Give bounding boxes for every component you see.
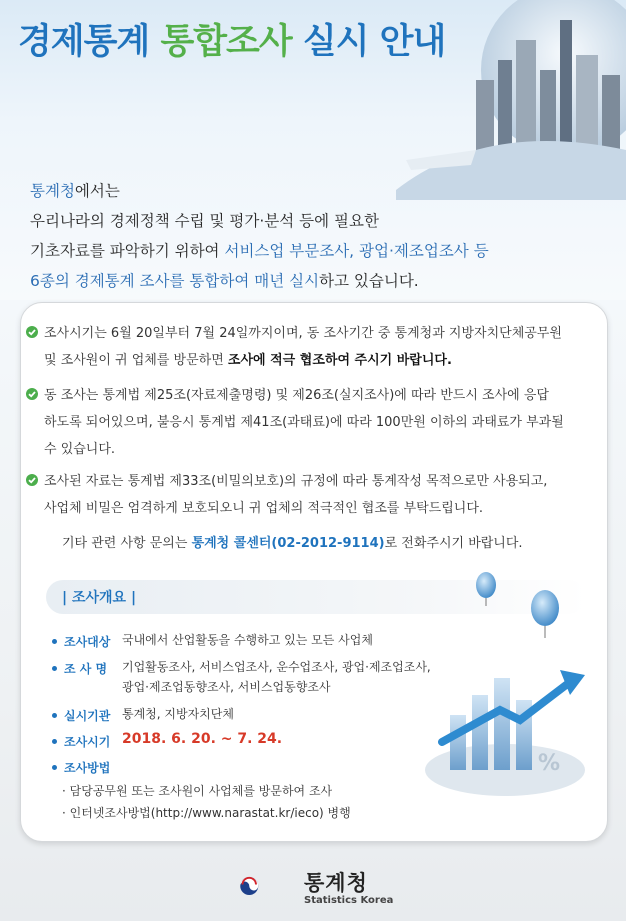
- intro-line1: 에서는: [74, 182, 120, 200]
- growth-chart-illustration: [420, 570, 600, 800]
- contact-prefix: 기타 관련 사항 문의는: [62, 536, 192, 551]
- bullet-icon: [52, 765, 57, 770]
- call-center-number: 통계청 콜센터(02-2012-9114): [191, 536, 385, 551]
- row-value-cont: 광업·제조업동향조사, 서비스업동향조사: [122, 680, 331, 694]
- intro-line4-highlight: 6종의 경제통계 조사를 통합하여 매년 실시: [30, 272, 320, 290]
- notice-3-line2: 사업체 비밀은 엄격하게 보호되오니 귀 업체의 적극적인 협조를 부탁드립니다.: [44, 501, 484, 516]
- intro-line3-highlight: 서비스업 부문조사, 광업·제조업조사 등: [224, 242, 489, 260]
- method-internet: · 인터넷조사방법(http://www.narastat.kr/ieco) 병행: [62, 806, 351, 820]
- notice-3-line1: 조사된 자료는 통계법 제33조(비밀의보호)의 규정에 따라 통계작성 목적으로만 사용되고,: [44, 474, 548, 489]
- row-value: 통계청, 지방자치단체: [122, 707, 234, 721]
- notice-2-line3: 수 있습니다.: [44, 442, 116, 457]
- check-icon: [26, 326, 38, 338]
- title-part3: 실시 안내: [291, 22, 446, 62]
- row-label: 실시기관: [64, 709, 111, 723]
- notice-1-line2: 및 조사원이 귀 업체를 방문하면: [44, 353, 228, 368]
- bullet-icon: [52, 666, 57, 671]
- row-label: 조사대상: [64, 635, 111, 649]
- title-part2: 통합조사: [160, 22, 292, 62]
- intro-org: 통계청: [30, 182, 75, 200]
- notice-1-bold: 조사에 적극 협조하여 주시기 바랍니다.: [227, 353, 452, 368]
- row-label: 조사방법: [64, 761, 111, 775]
- contact-line: [62, 532, 523, 551]
- check-icon: [26, 474, 38, 486]
- notice-item-3: [44, 468, 598, 522]
- row-value: 국내에서 산업활동을 수행하고 있는 모든 사업체: [122, 633, 373, 647]
- logo-english-name: Statistics Korea: [304, 895, 394, 906]
- intro-line2: 우리나라의 경제정책 수립 및 평가·분석 등에 필요한: [30, 212, 379, 230]
- bullet-icon: [52, 639, 57, 644]
- svg-text:%: %: [538, 751, 561, 776]
- notice-1-line1: 조사시기는 6월 20일부터 7월 24일까지이며, 동 조사기간 중 통계청과 지방자치단체공무원: [44, 326, 562, 341]
- logo-name: 통계청: [304, 871, 368, 895]
- row-label: 조사시기: [64, 735, 111, 749]
- statistics-korea-logo: [238, 858, 298, 914]
- contact-suffix: 로 전화주시기 바랍니다.: [384, 536, 523, 551]
- intro-line3: 기초자료를 파악하기 위하여: [30, 242, 225, 260]
- method-visit: · 담당공무원 또는 조사원이 사업체를 방문하여 조사: [62, 784, 333, 798]
- notice-2-line1: 동 조사는 통계법 제25조(자료제출명령) 및 제26조(실지조사)에 따라 반드시 조사에 응답: [44, 388, 549, 403]
- notice-item-1: [44, 320, 598, 374]
- bullet-icon: [52, 739, 57, 744]
- notice-2-line2: 하도록 되어있으며, 불응시 통계법 제41조(과태료)에 따라 100만원 이하의 과태료가 부과될: [44, 415, 564, 430]
- survey-period: 2018. 6. 20. ~ 7. 24.: [122, 731, 283, 747]
- check-icon: [26, 388, 38, 400]
- row-value: 기업활동조사, 서비스업조사, 운수업조사, 광업·제조업조사,: [122, 660, 431, 674]
- title-part1: 경제통계: [18, 22, 161, 62]
- page-title: [18, 14, 445, 64]
- bullet-icon: [52, 713, 57, 718]
- intro-line4: 하고 있습니다.: [319, 272, 419, 290]
- intro-text: [30, 176, 489, 296]
- row-label: 조 사 명: [64, 662, 108, 676]
- overview-title: | 조사개요 |: [62, 590, 137, 606]
- notice-item-2: [44, 382, 598, 463]
